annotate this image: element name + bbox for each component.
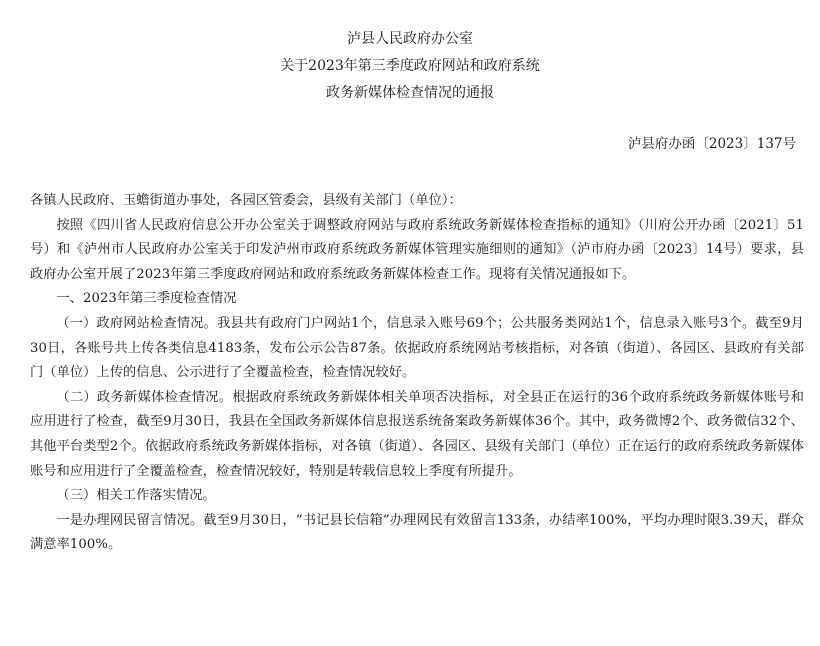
subsection-website-check: （一）政府网站检查情况。我县共有政府门户网站1个，信息录入账号69个；公共服务类网站1个，信息录入账号3个。截至9月30日，各账号共上传各类信息4183条，发布公示公告87条。依据政府系统网站考核指标，对各镇（街道）、各园区、县政府有关部门（单位）上传的信息、公示进行了全覆盖检查，检查情况较好。 bbox=[30, 315, 804, 381]
document-number: 泸县府办函〔2023〕137号 bbox=[627, 136, 796, 152]
work-item-netizen-messages: 一是办理网民留言情况。截至9月30日，“书记县长信箱”办理网民有效留言133条，办结率100%，平均办理时限3.39天，群众满意率100%。 bbox=[30, 512, 804, 553]
issuer-name: 泸县人民政府办公室 bbox=[347, 31, 473, 47]
intro-paragraph: 按照《四川省人民政府信息公开办公室关于调整政府网站与政府系统政务新媒体检查指标的通知》（川府公开办函〔2021〕51号）和《泸州市人民政府办公室关于印发泸州市政府系统政务新媒体管理实施细则的通知》（泸市府办函〔2023〕14号）要求，县政府办公室开展了2023年第三季度政府网站和政府系统政务新媒体检查工作。现将有关情况通报如下。 bbox=[30, 217, 804, 282]
title-line-3: 政务新媒体检查情况的通报 bbox=[326, 85, 494, 101]
salutation: 各镇人民政府、玉蟾街道办事处，各园区管委会，县级有关部门（单位）： bbox=[30, 193, 462, 208]
subsection-new-media-check: （二）政务新媒体检查情况。根据政府系统政务新媒体相关单项否决指标，对全县正在运行的36个政府系统政务新媒体账号和应用进行了检查，截至9月30日，我县在全国政务新媒体信息报送系统备案政务新媒体36个。其中，政务微博2个、政务微信32个、其他平台类型2个。依据政府系统政务新媒体指标，对各镇（街道）、各园区、县级有关部门（单位）正在运行的政府系统政务新媒体账号和应用进行了全覆盖检查，检查情况较好，特别是转载信息较上季度有所提升。 bbox=[30, 389, 804, 479]
title-line-2: 关于2023年第三季度政府网站和政府系统 bbox=[280, 58, 540, 74]
document-body bbox=[30, 189, 804, 558]
section-1-heading: 一、2023年第三季度检查情况 bbox=[56, 291, 237, 307]
document-title bbox=[0, 26, 820, 107]
subsection-work-implementation-heading: （三）相关工作落实情况。 bbox=[56, 488, 216, 504]
